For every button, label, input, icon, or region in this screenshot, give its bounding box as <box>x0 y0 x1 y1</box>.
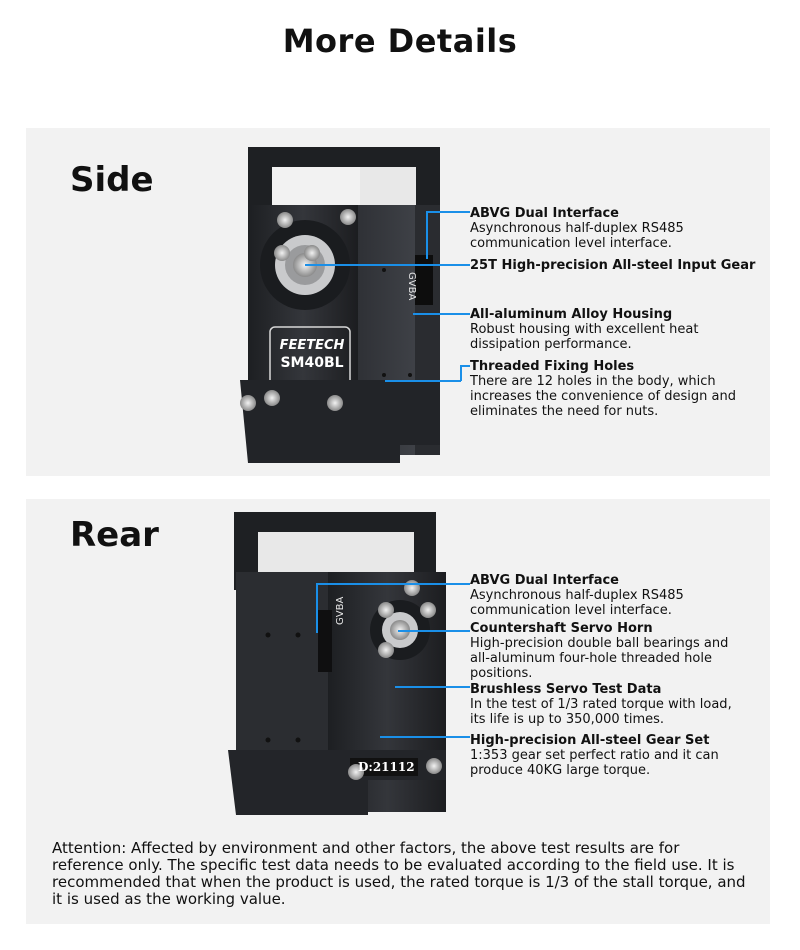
side-annotation-desc: Asynchronous half-duplex RS485 communication level interface. <box>470 221 684 251</box>
rear-annotation-desc: In the test of 1/3 rated torque with load, its life is up to 350,000 times. <box>470 697 732 727</box>
rear-annotation-gear-set <box>470 733 719 778</box>
rear-annotation-abvg <box>470 573 684 618</box>
side-model-label: SM40BL <box>280 355 344 371</box>
page-title: More Details <box>282 22 518 60</box>
rear-annotation-desc: 1:353 gear set perfect ratio and it can produce 40KG large torque. <box>470 748 719 778</box>
side-leader-1v <box>426 211 428 259</box>
side-brand-logo: FEETECH <box>279 338 345 353</box>
side-annotation-abvg <box>470 206 684 251</box>
side-annotation-holes <box>470 359 736 419</box>
side-annotation-title: All-aluminum Alloy Housing <box>470 307 673 322</box>
rear-leader-1v <box>316 583 318 633</box>
side-connector-label: GVBA <box>406 272 417 301</box>
rear-annotation-title: ABVG Dual Interface <box>470 573 619 588</box>
rear-annotation-title: High-precision All-steel Gear Set <box>470 733 710 748</box>
side-annotation-housing <box>470 307 698 352</box>
rear-connector-label: GVBA <box>335 596 346 625</box>
rear-leader-4 <box>380 736 470 738</box>
side-annotation-title: ABVG Dual Interface <box>470 206 619 221</box>
side-leader-4h <box>385 380 461 382</box>
rear-leader-2 <box>398 630 470 632</box>
rear-servo-image <box>228 510 458 830</box>
side-annotation-title: 25T High-precision All-steel Input Gear <box>470 258 756 273</box>
rear-annotation-desc: High-precision double ball bearings and all-aluminum four-hole threaded hole positions. <box>470 636 729 681</box>
attention-note: Attention: Affected by environment and other factors, the above test results are for reference only. The specific test data needs to be evaluated according to the field use. It is recommended that when the product is used, the rated torque is 1/3 of the stall torque, and it is used as the working value. <box>52 839 746 908</box>
side-annotation-gear <box>470 258 755 273</box>
rear-annotation-title: Brushless Servo Test Data <box>470 682 662 697</box>
side-leader-3 <box>413 313 470 315</box>
side-leader-4 <box>460 365 470 367</box>
side-leader-4v <box>460 365 462 381</box>
rear-annotation-horn <box>470 621 728 681</box>
side-annotation-title: Threaded Fixing Holes <box>470 359 635 374</box>
side-leader-1 <box>426 211 470 213</box>
side-heading: Side <box>70 160 154 200</box>
rear-annotation-title: Countershaft Servo Horn <box>470 621 653 636</box>
side-annotation-desc: There are 12 holes in the body, which increases the convenience of design and eliminates the need for nuts. <box>470 374 736 419</box>
side-servo-image <box>230 145 460 470</box>
rear-annotation-test-data <box>470 682 732 727</box>
side-annotation-desc: Robust housing with excellent heat dissipation performance. <box>470 322 699 352</box>
rear-leader-3 <box>395 686 470 688</box>
rear-heading: Rear <box>70 515 159 555</box>
side-leader-2 <box>305 264 470 266</box>
rear-annotation-desc: Asynchronous half-duplex RS485 communication level interface. <box>470 588 684 618</box>
rear-serial-label: D:21112 <box>358 760 415 774</box>
rear-leader-1 <box>316 583 470 585</box>
